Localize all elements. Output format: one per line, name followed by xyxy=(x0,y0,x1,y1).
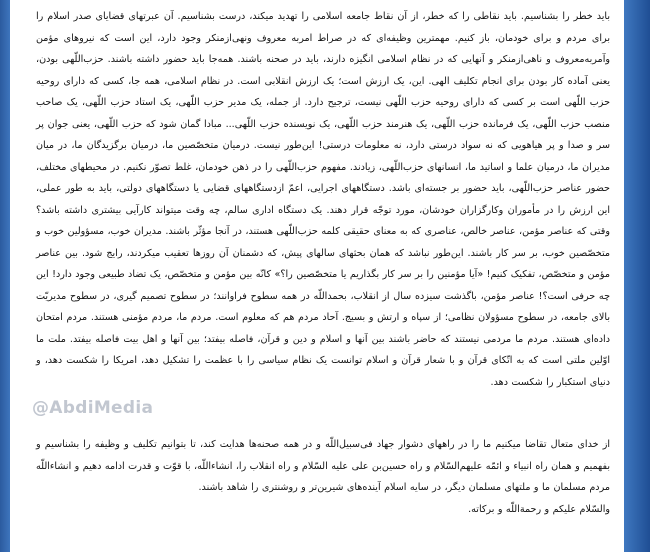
prayer-paragraph: از خدای متعال تقاضا میکنیم ما را در راههای دشوار جهاد فی‌سبیل‌اللّه و در همه صحنه‌ها هدایت کند، تا بتوانیم تکلیف و وظیفه را بشناسیم و بفهمیم و همان راه انبیاء و ائمّه علیهم‌السّلام و راه حسین‌بن علی علیه السّلام و راه انقلاب را، انشاءاللّه، با قوّت و قدرت ادامه دهیم و انشاءاللّه مردم مسلمان ما و ملتهای مسلمان دیگر، در سایه اسلام آینده‌های شیرین‌تر و روشنتری را شاهد باشند. xyxy=(36,439,610,493)
watermark-text: @AbdiMedia xyxy=(32,398,154,418)
right-frame-bar xyxy=(624,0,650,552)
main-paragraph: باید خطر را بشناسیم. باید نقاطی را که خطر، از آن نقاط جامعه اسلامی را تهدید میکند، درست بشناسیم. آن عبرتهای قضایای صدر اسلام را برای مردم و برای خودمان، باز کنیم. مهمترین وظیفه‌ای که در صراط امربه معروف ونهی‌ازمنکر وجود دارد، این است که نیروهای مؤمن وآمربه‌معروف و ناهی‌ازمنکر و آنهایی که در نظام اسلامی انگیزه دارند، باید در صحنه باشند. همه‌جا باید حضور داشته باشند. حزب‌اللّهی بودن، یعنی آماده کار بودن برای انجام تکلیف الهی. این، یک ارزش است؛ یک ارزش انقلابی است. در نظام اسلامی، همه جا، کسی که دارای روحیه حزب اللّهی است بر کسی که دارای روحیه حزب اللّهی نیست، ترجیح دارد. از جمله، یک مدیر حزب اللّهی، یک استاد حزب اللّهی، یک صاحب منصب حزب اللّهی، یک فرمانده حزب اللّهی، یک هنرمند حزب اللّهی، یک نویسنده حزب اللّهی... مبادا گمان شود که حزب اللّهی، یعنی جوان پر سر و صدا و پر هیاهویی که نه سواد درستی دارد، نه معلومات درستی! این‌طور نیست. درمیان متخصّصین ما، درمیان برگزیدگان ما، در میان مدیران ما، درمیان علما و اساتید ما، انسانهای حزب‌اللّهی، زیادند. مفهوم حزب‌اللّهی را در ذهن خودمان، غلط تصوّر نکنیم. در محیطهای مختلف، حضور عناصر حزب‌اللّهی، باید حضور بر جسته‌ای باشد. دستگاههای اجرایی، اعمّ ازدستگاههای قضایی یا دستگاههای دولتی، باید به طور عملی، این ارزش را در مأموران وکارگزاران خودشان، مورد توجّه قرار دهند. یک دستگاه اداری سالم، چه وقت میتواند کارآیی بیشتری داشته باشد؟ وقتی که عناصر مؤمن، عناصر خالص، عناصری که به معنای حقیقی کلمه حزب‌اللّهی هستند، در آنجا مؤثّر باشند. مدیران خوب، مسؤولین خوب و متخصّصین خوب، بر سر کار باشند. این‌طور نباشد که همان بحثهای سالهای پیش، که دشمنان آن روزها تعقیب میکردند، رایج شود. بین عناصر مؤمن و متخصّص، تفکیک کنیم! «آیا مؤمنین را بر سر کار بگذاریم یا متخصّصین را؟» کانّه بین مؤمن و متخصّص، یک تضاد طبیعی وجود دارد! این چه حرفی است؟! عناصر مؤمن، باگذشت سیزده سال از انقلاب، بحمداللّه در همه سطوح فراوانند؛ در سطوح تصمیم گیری، در سطوح مدیریّت بالای جامعه، در سطوح مسؤولان نظامی؛ از سپاه و ارتش و بسیج. آحاد مردم هم که معلوم است. مردم ما، مردم مؤمنی هستند. مردم امتحان داده‌ای هستند. مردم ما مردمی نیستند که حاضر باشند بین آنها و اسلام و دین و قرآن، فاصله بیفتد؛ بین آنها و اهل بیت فاصله بیفتد. ملت ما اوّلین ملتی است که به اتّکای قرآن و با شعار قرآن و اسلام توانست یک نظام سیاسی را با عظمت را تشکیل دهد، امریکا را شکست دهد، و دنیای استکبار را شکست دهد. xyxy=(36,11,610,388)
document-body xyxy=(36,6,610,393)
document-page xyxy=(10,0,624,552)
closing-line: والسّلام علیکم و رحمةاللّه و برکاته. xyxy=(468,503,610,515)
left-frame-bar xyxy=(0,0,10,552)
document-body-end xyxy=(36,434,610,520)
